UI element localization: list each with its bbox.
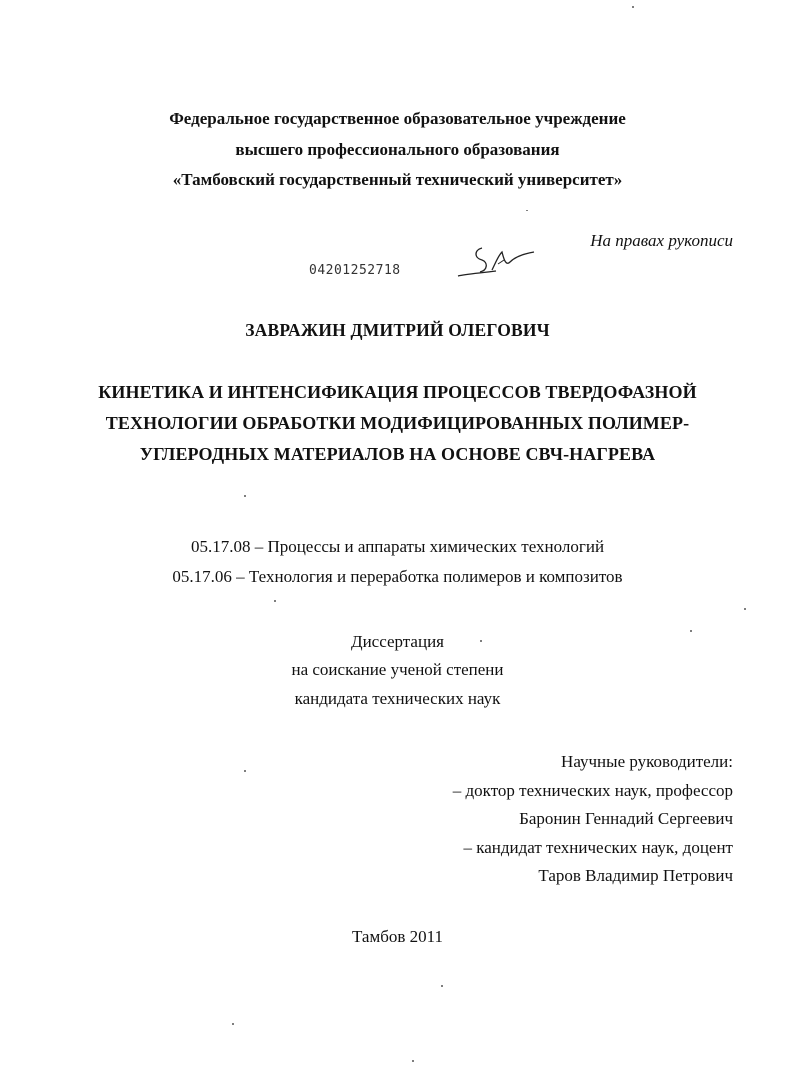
supervisor-2-title: – кандидат технических наук, доцент — [463, 838, 733, 857]
supervisor-1-name: Баронин Геннадий Сергеевич — [519, 809, 733, 828]
scan-speck — [744, 608, 746, 610]
registration-number: 04201252718 — [309, 263, 401, 278]
scan-speck — [244, 770, 246, 772]
degree-line-2: на соискание ученой степени — [291, 660, 504, 679]
city-year: Тамбов 2011 — [351, 927, 444, 946]
scan-speck — [526, 210, 528, 211]
author-name: ЗАВРАЖИН ДМИТРИЙ ОЛЕГОВИЧ — [245, 320, 550, 340]
institution-line-1: Федеральное государственное образовательное учреждение — [169, 109, 626, 128]
specialty-line-1: 05.17.08 – Процессы и аппараты химических технологий — [190, 537, 605, 556]
institution-line-2: высшего профессионального образования — [235, 140, 560, 159]
signature-icon — [452, 240, 538, 282]
supervisor-2-name: Таров Владимир Петрович — [538, 866, 733, 885]
degree-line-1: Диссертация — [350, 632, 444, 651]
scan-speck — [690, 630, 692, 632]
supervisors-heading: Научные руководители: — [561, 752, 733, 771]
dissertation-title-line-3: УГЛЕРОДНЫХ МАТЕРИАЛОВ НА ОСНОВЕ СВЧ-НАГРЕВА — [139, 444, 656, 464]
manuscript-rights-note: На правах рукописи — [590, 231, 733, 250]
dissertation-title-line-2: ТЕХНОЛОГИИ ОБРАБОТКИ МОДИФИЦИРОВАННЫХ ПОЛИМЕР- — [105, 413, 690, 433]
degree-line-3: кандидата технических наук — [294, 689, 501, 708]
scan-speck — [412, 1060, 414, 1062]
institution-line-3: «Тамбовский государственный технический университет» — [172, 170, 623, 189]
scan-speck — [441, 985, 443, 987]
supervisor-1-title: – доктор технических наук, профессор — [452, 781, 733, 800]
scan-speck — [632, 6, 634, 8]
scan-speck — [232, 1023, 234, 1025]
dissertation-title-line-1: КИНЕТИКА И ИНТЕНСИФИКАЦИЯ ПРОЦЕССОВ ТВЕРДОФАЗНОЙ — [98, 382, 697, 402]
scan-speck — [244, 495, 246, 497]
scan-speck — [480, 640, 482, 642]
specialty-line-2: 05.17.06 – Технология и переработка полимеров и композитов — [172, 567, 623, 586]
scan-speck — [274, 600, 276, 602]
